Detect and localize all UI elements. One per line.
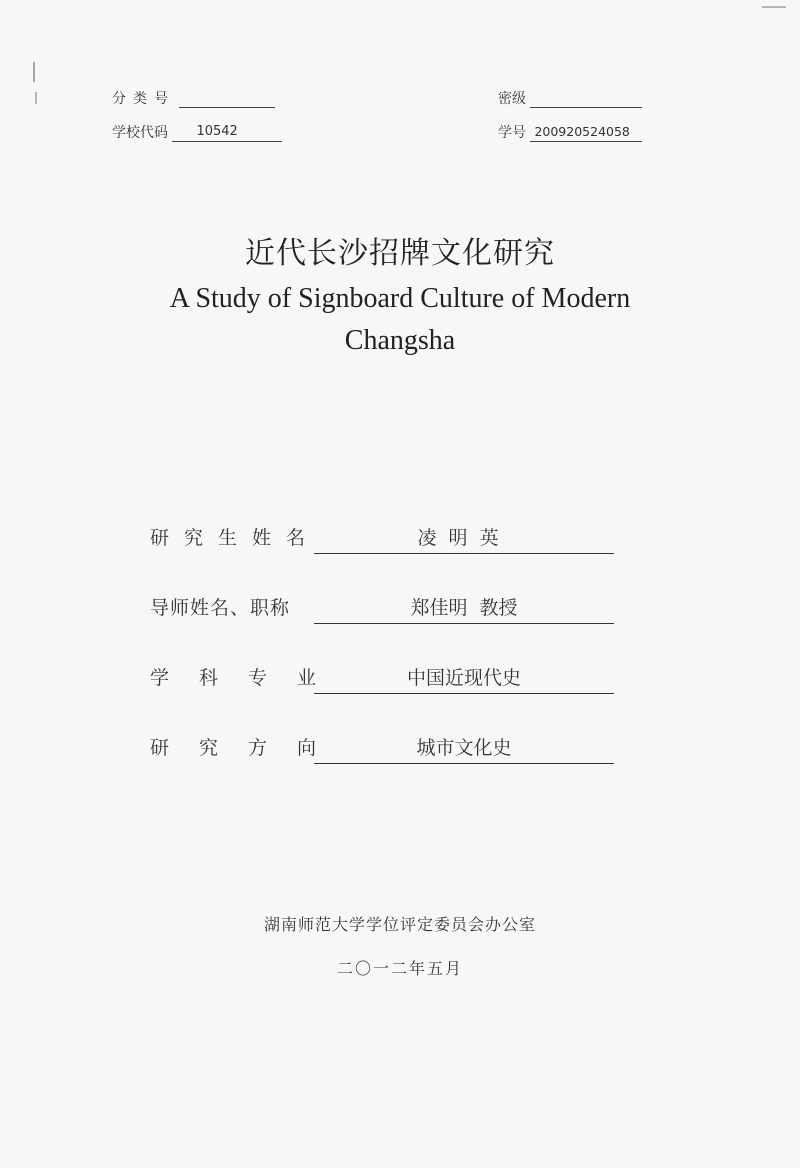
secrecy-level-field [498,88,642,108]
issue-date: 二〇一二年五月 [336,959,463,978]
student-number-value: 200920524058 [534,124,630,139]
secrecy-level-value [530,89,642,108]
scan-mark [762,6,786,8]
research-direction-label: 研究方向 [150,737,347,759]
classification-number-value [179,89,275,108]
major-label: 学科专业 [150,667,347,689]
scan-mark [33,62,35,82]
school-code-line [172,123,282,142]
classification-number-field [112,88,275,108]
graduate-name-label: 研究生姓名 [150,527,321,549]
scan-mark [35,92,37,104]
secrecy-level-label: 密级 [498,91,526,107]
advisor-value: 郑佳明 教授 [314,593,614,624]
thesis-title-english-line1: A Study of Signboard Culture of Modern [169,283,631,314]
student-number-field [498,122,642,142]
issuing-office: 湖南师范大学学位评定委员会办公室 [263,915,536,934]
graduate-name-value: 凌明英 [314,523,614,554]
school-code-value: 10542 [196,124,238,139]
student-number-label: 学号 [498,125,526,141]
research-direction-value: 城市文化史 [314,733,614,764]
school-code-field [112,122,282,142]
classification-number-label: 分类号 [112,91,175,107]
thesis-title-english-line2: Changsha [344,325,456,356]
student-number-line [530,123,642,142]
thesis-title-english [0,278,800,362]
school-code-label: 学校代码 [112,125,168,141]
advisor-label: 导师姓名、职称 [150,597,291,619]
major-value: 中国近现代史 [314,663,614,694]
thesis-title-chinese: 近代长沙招牌文化研究 [245,236,555,271]
